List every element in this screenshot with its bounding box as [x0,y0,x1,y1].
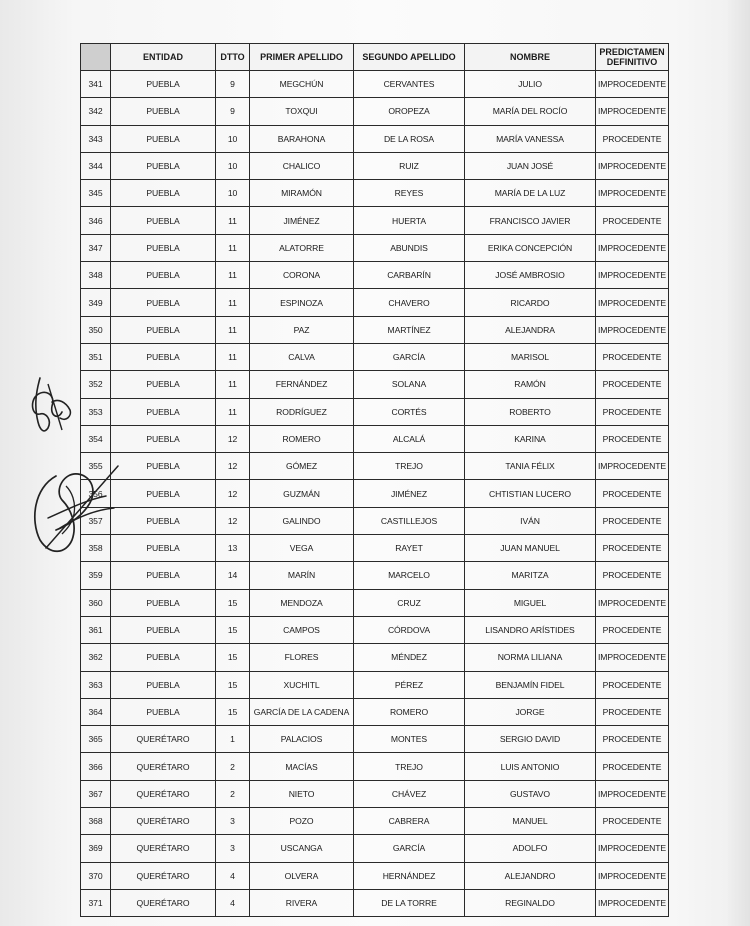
cell-nombre: MARITZA [465,562,596,589]
cell-entidad: PUEBLA [111,343,216,370]
header-nombre: NOMBRE [465,44,596,71]
cell-segundo-apellido: MÉNDEZ [354,644,465,671]
table-row [81,698,669,725]
table-row [81,180,669,207]
cell-nombre: ALEJANDRA [465,316,596,343]
cell-predictamen: IMPROCEDENTE [596,262,669,289]
cell-row-number: 371 [81,889,111,916]
cell-segundo-apellido: OROPEZA [354,98,465,125]
cell-entidad: PUEBLA [111,589,216,616]
table-row [81,425,669,452]
header-predictamen [596,44,669,71]
cell-segundo-apellido: TREJO [354,753,465,780]
cell-entidad: PUEBLA [111,371,216,398]
cell-primer-apellido: ESPINOZA [250,289,354,316]
cell-segundo-apellido: GARCÍA [354,835,465,862]
cell-primer-apellido: FERNÁNDEZ [250,371,354,398]
cell-entidad: QUERÉTARO [111,780,216,807]
cell-row-number: 352 [81,371,111,398]
table-row [81,234,669,261]
cell-predictamen: IMPROCEDENTE [596,780,669,807]
cell-nombre: MANUEL [465,808,596,835]
cell-segundo-apellido: MONTES [354,726,465,753]
cell-predictamen: IMPROCEDENTE [596,71,669,98]
cell-segundo-apellido: ROMERO [354,698,465,725]
cell-nombre: ROBERTO [465,398,596,425]
cell-entidad: PUEBLA [111,535,216,562]
cell-segundo-apellido: CÓRDOVA [354,616,465,643]
cell-nombre: RAMÓN [465,371,596,398]
cell-primer-apellido: MENDOZA [250,589,354,616]
cell-dtto: 11 [216,289,250,316]
cell-entidad: PUEBLA [111,671,216,698]
cell-row-number: 342 [81,98,111,125]
cell-row-number: 359 [81,562,111,589]
cell-predictamen: PROCEDENTE [596,535,669,562]
header-predictamen-line1: PREDICTAMEN [599,47,665,57]
cell-nombre: CHTISTIAN LUCERO [465,480,596,507]
cell-dtto: 15 [216,589,250,616]
table-row [81,835,669,862]
cell-primer-apellido: GALINDO [250,507,354,534]
cell-segundo-apellido: CERVANTES [354,71,465,98]
cell-row-number: 366 [81,753,111,780]
cell-primer-apellido: GUZMÁN [250,480,354,507]
cell-entidad: PUEBLA [111,207,216,234]
cell-entidad: QUERÉTARO [111,862,216,889]
table-row [81,589,669,616]
cell-segundo-apellido: CRUZ [354,589,465,616]
cell-segundo-apellido: RAYET [354,535,465,562]
cell-dtto: 1 [216,726,250,753]
table-row [81,316,669,343]
header-segundo-apellido: SEGUNDO APELLIDO [354,44,465,71]
cell-entidad: PUEBLA [111,453,216,480]
cell-segundo-apellido: PÉREZ [354,671,465,698]
table-row [81,889,669,916]
table-row [81,507,669,534]
table-row [81,753,669,780]
cell-segundo-apellido: SOLANA [354,371,465,398]
cell-predictamen: PROCEDENTE [596,507,669,534]
cell-primer-apellido: MIRAMÓN [250,180,354,207]
header-number [81,44,111,71]
table-row [81,453,669,480]
cell-row-number: 369 [81,835,111,862]
cell-nombre: JUAN MANUEL [465,535,596,562]
cell-nombre: FRANCISCO JAVIER [465,207,596,234]
cell-segundo-apellido: REYES [354,180,465,207]
cell-predictamen: PROCEDENTE [596,808,669,835]
cell-segundo-apellido: JIMÉNEZ [354,480,465,507]
cell-primer-apellido: GÓMEZ [250,453,354,480]
cell-nombre: MARÍA DE LA LUZ [465,180,596,207]
cell-primer-apellido: USCANGA [250,835,354,862]
cell-nombre: MARÍA VANESSA [465,125,596,152]
cell-nombre: KARINA [465,425,596,452]
cell-primer-apellido: OLVERA [250,862,354,889]
cell-row-number: 344 [81,152,111,179]
cell-row-number: 347 [81,234,111,261]
cell-entidad: QUERÉTARO [111,808,216,835]
cell-dtto: 4 [216,862,250,889]
cell-primer-apellido: POZO [250,808,354,835]
cell-entidad: QUERÉTARO [111,726,216,753]
header-primer-apellido: PRIMER APELLIDO [250,44,354,71]
cell-nombre: JOSÉ AMBROSIO [465,262,596,289]
table-row [81,207,669,234]
table-row [81,562,669,589]
cell-nombre: JULIO [465,71,596,98]
cell-nombre: MARÍA DEL ROCÍO [465,98,596,125]
cell-row-number: 363 [81,671,111,698]
cell-nombre: LISANDRO ARÍSTIDES [465,616,596,643]
table-header-row [81,44,669,71]
cell-predictamen: PROCEDENTE [596,562,669,589]
cell-entidad: PUEBLA [111,234,216,261]
cell-dtto: 11 [216,207,250,234]
table-row [81,262,669,289]
cell-dtto: 10 [216,180,250,207]
cell-nombre: BENJAMÍN FIDEL [465,671,596,698]
cell-row-number: 356 [81,480,111,507]
cell-nombre: SERGIO DAVID [465,726,596,753]
cell-segundo-apellido: RUIZ [354,152,465,179]
cell-primer-apellido: TOXQUI [250,98,354,125]
cell-nombre: NORMA LILIANA [465,644,596,671]
cell-primer-apellido: BARAHONA [250,125,354,152]
cell-dtto: 3 [216,808,250,835]
cell-row-number: 370 [81,862,111,889]
cell-nombre: IVÁN [465,507,596,534]
cell-primer-apellido: MACÍAS [250,753,354,780]
cell-row-number: 361 [81,616,111,643]
table-row [81,71,669,98]
cell-dtto: 2 [216,753,250,780]
cell-dtto: 11 [216,398,250,425]
cell-row-number: 357 [81,507,111,534]
cell-segundo-apellido: DE LA ROSA [354,125,465,152]
cell-predictamen: PROCEDENTE [596,726,669,753]
table-row [81,808,669,835]
cell-nombre: JUAN JOSÉ [465,152,596,179]
cell-predictamen: IMPROCEDENTE [596,889,669,916]
cell-primer-apellido: ALATORRE [250,234,354,261]
cell-entidad: PUEBLA [111,616,216,643]
cell-predictamen: PROCEDENTE [596,207,669,234]
table-row [81,616,669,643]
cell-entidad: PUEBLA [111,480,216,507]
cell-segundo-apellido: GARCÍA [354,343,465,370]
cell-row-number: 365 [81,726,111,753]
cell-row-number: 346 [81,207,111,234]
cell-dtto: 13 [216,535,250,562]
cell-predictamen: IMPROCEDENTE [596,453,669,480]
table-row [81,289,669,316]
table-body [81,71,669,917]
cell-segundo-apellido: CHAVERO [354,289,465,316]
cell-primer-apellido: PALACIOS [250,726,354,753]
cell-row-number: 343 [81,125,111,152]
cell-predictamen: PROCEDENTE [596,480,669,507]
cell-predictamen: PROCEDENTE [596,125,669,152]
cell-dtto: 12 [216,425,250,452]
cell-segundo-apellido: HERNÁNDEZ [354,862,465,889]
cell-row-number: 364 [81,698,111,725]
cell-row-number: 351 [81,343,111,370]
cell-dtto: 15 [216,616,250,643]
cell-segundo-apellido: ABUNDIS [354,234,465,261]
cell-predictamen: PROCEDENTE [596,753,669,780]
cell-entidad: PUEBLA [111,507,216,534]
cell-nombre: REGINALDO [465,889,596,916]
cell-primer-apellido: GARCÍA DE LA CADENA [250,698,354,725]
cell-row-number: 353 [81,398,111,425]
cell-predictamen: PROCEDENTE [596,698,669,725]
cell-nombre: MIGUEL [465,589,596,616]
cell-dtto: 12 [216,480,250,507]
cell-dtto: 10 [216,125,250,152]
cell-segundo-apellido: TREJO [354,453,465,480]
cell-predictamen: PROCEDENTE [596,671,669,698]
cell-dtto: 4 [216,889,250,916]
cell-dtto: 12 [216,507,250,534]
cell-segundo-apellido: CHÁVEZ [354,780,465,807]
cell-nombre: ADOLFO [465,835,596,862]
cell-entidad: PUEBLA [111,289,216,316]
cell-predictamen: IMPROCEDENTE [596,234,669,261]
cell-dtto: 11 [216,343,250,370]
cell-entidad: QUERÉTARO [111,889,216,916]
page-edge-shadow [728,0,750,926]
cell-dtto: 15 [216,671,250,698]
cell-primer-apellido: FLORES [250,644,354,671]
cell-primer-apellido: CORONA [250,262,354,289]
cell-row-number: 360 [81,589,111,616]
table-row [81,862,669,889]
cell-row-number: 358 [81,535,111,562]
cell-predictamen: IMPROCEDENTE [596,835,669,862]
cell-entidad: PUEBLA [111,98,216,125]
cell-row-number: 341 [81,71,111,98]
table-row [81,535,669,562]
cell-segundo-apellido: CORTÉS [354,398,465,425]
cell-dtto: 11 [216,262,250,289]
cell-entidad: PUEBLA [111,152,216,179]
cell-primer-apellido: RIVERA [250,889,354,916]
cell-nombre: ALEJANDRO [465,862,596,889]
cell-entidad: PUEBLA [111,316,216,343]
cell-row-number: 345 [81,180,111,207]
table-row [81,98,669,125]
table-row [81,726,669,753]
cell-entidad: PUEBLA [111,425,216,452]
cell-predictamen: IMPROCEDENTE [596,644,669,671]
cell-row-number: 367 [81,780,111,807]
cell-entidad: PUEBLA [111,562,216,589]
cell-dtto: 3 [216,835,250,862]
cell-predictamen: PROCEDENTE [596,371,669,398]
cell-row-number: 348 [81,262,111,289]
cell-segundo-apellido: CASTILLEJOS [354,507,465,534]
cell-predictamen: IMPROCEDENTE [596,316,669,343]
cell-segundo-apellido: MARCELO [354,562,465,589]
cell-nombre: ERIKA CONCEPCIÓN [465,234,596,261]
cell-dtto: 14 [216,562,250,589]
cell-nombre: TANIA FÉLIX [465,453,596,480]
cell-row-number: 350 [81,316,111,343]
cell-row-number: 362 [81,644,111,671]
cell-dtto: 11 [216,234,250,261]
cell-predictamen: PROCEDENTE [596,398,669,425]
cell-predictamen: IMPROCEDENTE [596,589,669,616]
table-row [81,671,669,698]
cell-primer-apellido: PAZ [250,316,354,343]
cell-dtto: 2 [216,780,250,807]
cell-primer-apellido: MEGCHÚN [250,71,354,98]
cell-primer-apellido: CHALICO [250,152,354,179]
cell-segundo-apellido: CARBARÍN [354,262,465,289]
cell-entidad: QUERÉTARO [111,835,216,862]
cell-dtto: 11 [216,316,250,343]
cell-row-number: 349 [81,289,111,316]
cell-primer-apellido: RODRÍGUEZ [250,398,354,425]
cell-primer-apellido: XUCHITL [250,671,354,698]
cell-dtto: 12 [216,453,250,480]
cell-segundo-apellido: CABRERA [354,808,465,835]
cell-primer-apellido: CALVA [250,343,354,370]
cell-predictamen: PROCEDENTE [596,425,669,452]
cell-primer-apellido: VEGA [250,535,354,562]
table-row [81,398,669,425]
cell-predictamen: IMPROCEDENTE [596,289,669,316]
cell-entidad: PUEBLA [111,125,216,152]
cell-entidad: PUEBLA [111,180,216,207]
cell-primer-apellido: NIETO [250,780,354,807]
table-row [81,152,669,179]
cell-nombre: MARISOL [465,343,596,370]
cell-entidad: PUEBLA [111,644,216,671]
cell-predictamen: IMPROCEDENTE [596,180,669,207]
cell-row-number: 354 [81,425,111,452]
cell-entidad: QUERÉTARO [111,753,216,780]
table-row [81,480,669,507]
cell-segundo-apellido: ALCALÁ [354,425,465,452]
cell-dtto: 15 [216,698,250,725]
cell-segundo-apellido: DE LA TORRE [354,889,465,916]
results-table [80,43,669,917]
table-row [81,125,669,152]
table-row [81,780,669,807]
cell-dtto: 9 [216,71,250,98]
cell-nombre: JORGE [465,698,596,725]
cell-predictamen: PROCEDENTE [596,343,669,370]
cell-primer-apellido: JIMÉNEZ [250,207,354,234]
cell-nombre: RICARDO [465,289,596,316]
cell-predictamen: PROCEDENTE [596,616,669,643]
cell-row-number: 355 [81,453,111,480]
cell-row-number: 368 [81,808,111,835]
table-row [81,371,669,398]
cell-dtto: 9 [216,98,250,125]
cell-primer-apellido: MARÍN [250,562,354,589]
cell-nombre: GUSTAVO [465,780,596,807]
cell-dtto: 15 [216,644,250,671]
cell-segundo-apellido: HUERTA [354,207,465,234]
cell-entidad: PUEBLA [111,398,216,425]
table-row [81,644,669,671]
header-dtto: DTTO [216,44,250,71]
cell-dtto: 10 [216,152,250,179]
cell-primer-apellido: CAMPOS [250,616,354,643]
cell-predictamen: IMPROCEDENTE [596,152,669,179]
table-row [81,343,669,370]
header-predictamen-line2: DEFINITIVO [606,57,658,67]
cell-dtto: 11 [216,371,250,398]
cell-segundo-apellido: MARTÍNEZ [354,316,465,343]
cell-predictamen: IMPROCEDENTE [596,98,669,125]
header-entidad: ENTIDAD [111,44,216,71]
cell-nombre: LUIS ANTONIO [465,753,596,780]
cell-primer-apellido: ROMERO [250,425,354,452]
cell-entidad: PUEBLA [111,698,216,725]
cell-predictamen: IMPROCEDENTE [596,862,669,889]
cell-entidad: PUEBLA [111,262,216,289]
cell-entidad: PUEBLA [111,71,216,98]
